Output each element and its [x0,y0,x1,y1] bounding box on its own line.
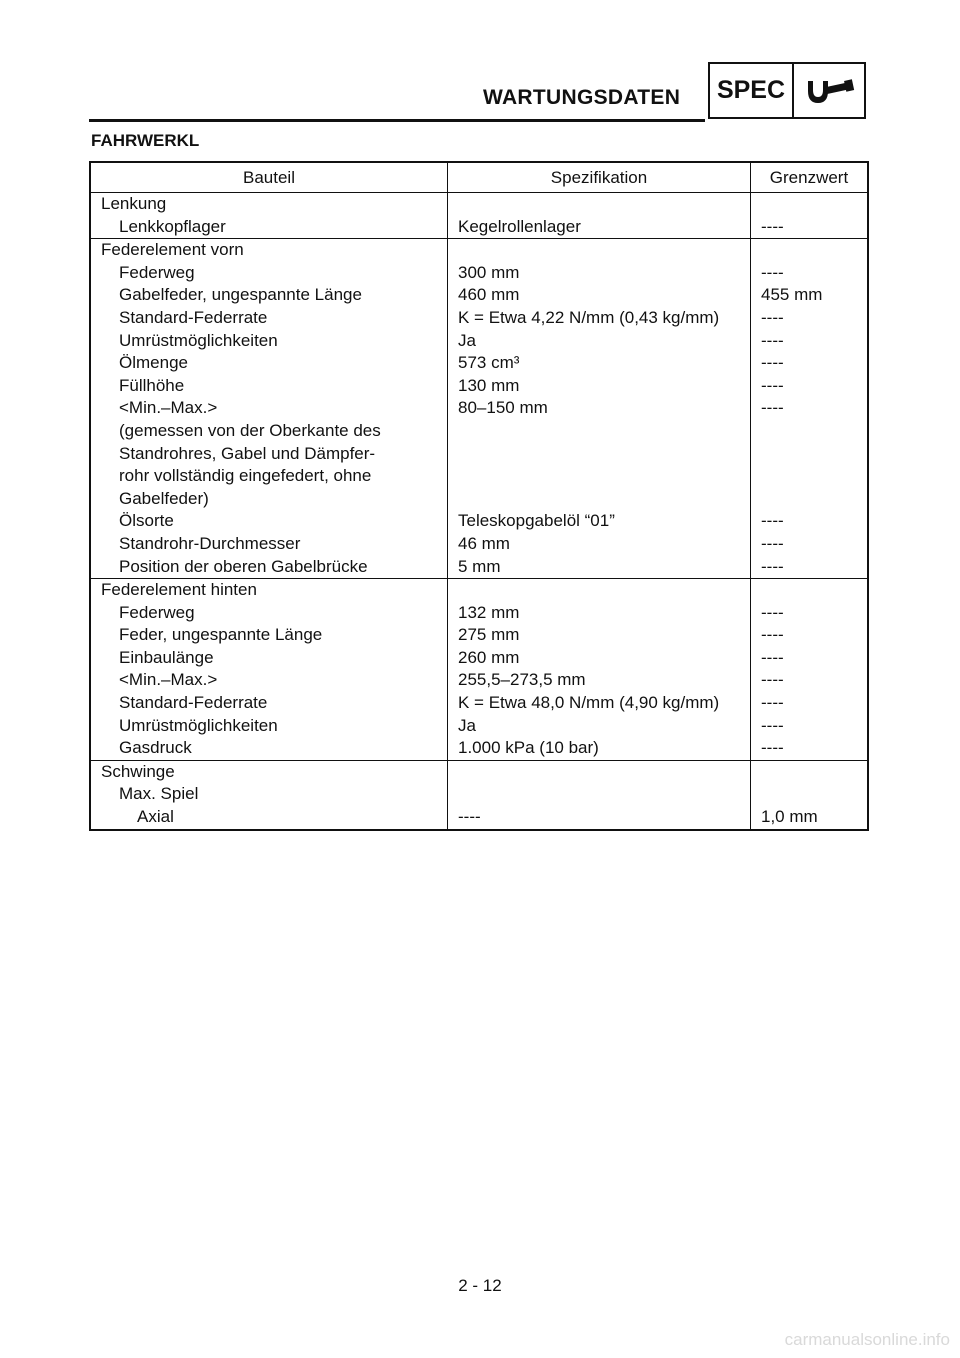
table-row [90,262,868,285]
table-row [90,579,868,602]
limit-cell [751,488,869,511]
limit-cell: 455 mm [761,285,823,305]
component-cell: Federweg [90,602,448,625]
specification-cell: 5 mm [448,556,751,579]
limit-cell: ---- [761,511,784,531]
component-cell: Ölsorte [90,510,448,533]
column-header: Bauteil [90,162,448,193]
specification-cell [448,783,751,806]
specification-cell: 300 mm [448,262,751,285]
table-row [90,510,868,533]
component-cell: Position der oberen Gabelbrücke [90,556,448,579]
column-header: Grenzwert [751,162,869,193]
spec-badge-label: SPEC [710,64,794,117]
table-row [90,737,868,760]
specification-cell: ---- [448,806,751,830]
table-row [90,216,868,239]
limit-cell [751,579,869,602]
specification-cell: 460 mm [448,284,751,307]
component-cell: Gabelfeder, ungespannte Länge [90,284,448,307]
limit-cell [751,760,869,783]
limit-cell: ---- [761,216,784,236]
footer-watermark: carmanualsonline.info [784,1330,950,1349]
specification-cell: K = Etwa 4,22 N/mm (0,43 kg/mm) [448,307,751,330]
specification-cell: 260 mm [448,647,751,670]
limit-cell: ---- [761,693,784,713]
specification-cell [448,239,751,262]
table-row [90,307,868,330]
table-row [90,556,868,579]
specification-cell [448,193,751,216]
limit-cell: ---- [761,647,784,667]
specification-cell: 275 mm [448,624,751,647]
component-cell: Ölmenge [90,352,448,375]
component-cell: rohr vollständig eingefedert, ohne [90,465,448,488]
spec-badge [708,62,866,119]
table-row [90,692,868,715]
specification-cell [448,465,751,488]
component-cell: Feder, ungespannte Länge [90,624,448,647]
limit-cell: ---- [761,330,784,350]
limit-cell: ---- [761,715,784,735]
limit-cell: ---- [761,375,784,395]
table-row [90,193,868,216]
component-cell: Lenkung [90,193,448,216]
column-header: Spezifikation [448,162,751,193]
limit-cell [751,465,869,488]
table-row [90,239,868,262]
limit-cell [751,239,869,262]
page-header-title: WARTUNGSDATEN [483,86,681,109]
section-title: FAHRWERKL [91,131,200,150]
header-rule [89,119,705,122]
component-cell: Standard-Federrate [90,307,448,330]
component-cell: Schwinge [90,760,448,783]
specification-cell: 80–150 mm [448,397,751,420]
specification-cell: 573 cm³ [448,352,751,375]
wrench-icon [794,64,864,117]
table-row [90,488,868,511]
component-cell: Lenkkopflager [90,216,448,239]
specification-cell: 46 mm [448,533,751,556]
table-row [90,420,868,443]
limit-cell: ---- [761,307,784,327]
limit-cell: ---- [761,398,784,418]
component-cell: Axial [90,806,448,830]
table-row [90,284,868,307]
specification-cell [448,420,751,443]
table-row [90,375,868,398]
limit-cell: 1,0 mm [761,807,818,827]
specification-cell [448,488,751,511]
table-row [90,533,868,556]
table-row [90,624,868,647]
table-row [90,669,868,692]
limit-cell [751,420,869,443]
limit-cell: ---- [761,625,784,645]
component-cell: <Min.–Max.> [90,397,448,420]
table-row [90,647,868,670]
component-cell: Federelement vorn [90,239,448,262]
limit-cell [751,783,869,806]
specification-cell: Ja [448,330,751,353]
component-cell: Max. Spiel [90,783,448,806]
component-cell: Standrohres, Gabel und Dämpfer- [90,443,448,466]
component-cell: Federelement hinten [90,579,448,602]
table-row [90,397,868,420]
table-row [90,352,868,375]
specification-cell: 255,5–273,5 mm [448,669,751,692]
table-row [90,783,868,806]
specification-cell: 1.000 kPa (10 bar) [448,737,751,760]
table-row [90,715,868,738]
limit-cell: ---- [761,556,784,576]
specification-cell [448,443,751,466]
table-row [90,330,868,353]
table-row [90,443,868,466]
specification-cell [448,760,751,783]
table-row [90,602,868,625]
specification-cell: Teleskopgabelöl “01” [448,510,751,533]
component-cell: <Min.–Max.> [90,669,448,692]
component-cell: Füllhöhe [90,375,448,398]
specification-cell [448,579,751,602]
limit-cell: ---- [761,353,784,373]
specification-cell: Kegelrollenlager [448,216,751,239]
page-number: 2 - 12 [458,1276,502,1295]
specification-cell: 132 mm [448,602,751,625]
component-cell: Gasdruck [90,737,448,760]
spec-table [89,161,869,831]
limit-cell: ---- [761,738,784,758]
limit-cell: ---- [761,533,784,553]
component-cell: Standrohr-Durchmesser [90,533,448,556]
specification-cell: K = Etwa 48,0 N/mm (4,90 kg/mm) [448,692,751,715]
component-cell: Umrüstmöglichkeiten [90,715,448,738]
limit-cell: ---- [761,670,784,690]
component-cell: Standard-Federrate [90,692,448,715]
limit-cell [751,443,869,466]
component-cell: Umrüstmöglichkeiten [90,330,448,353]
component-cell: Gabelfeder) [90,488,448,511]
table-header-row [90,162,868,193]
component-cell: Einbaulänge [90,647,448,670]
component-cell: (gemessen von der Oberkante des [90,420,448,443]
table-row [90,465,868,488]
limit-cell [751,193,869,216]
limit-cell: ---- [761,602,784,622]
table-row [90,760,868,783]
limit-cell: ---- [761,262,784,282]
table-row [90,806,868,830]
specification-cell: 130 mm [448,375,751,398]
specification-cell: Ja [448,715,751,738]
component-cell: Federweg [90,262,448,285]
